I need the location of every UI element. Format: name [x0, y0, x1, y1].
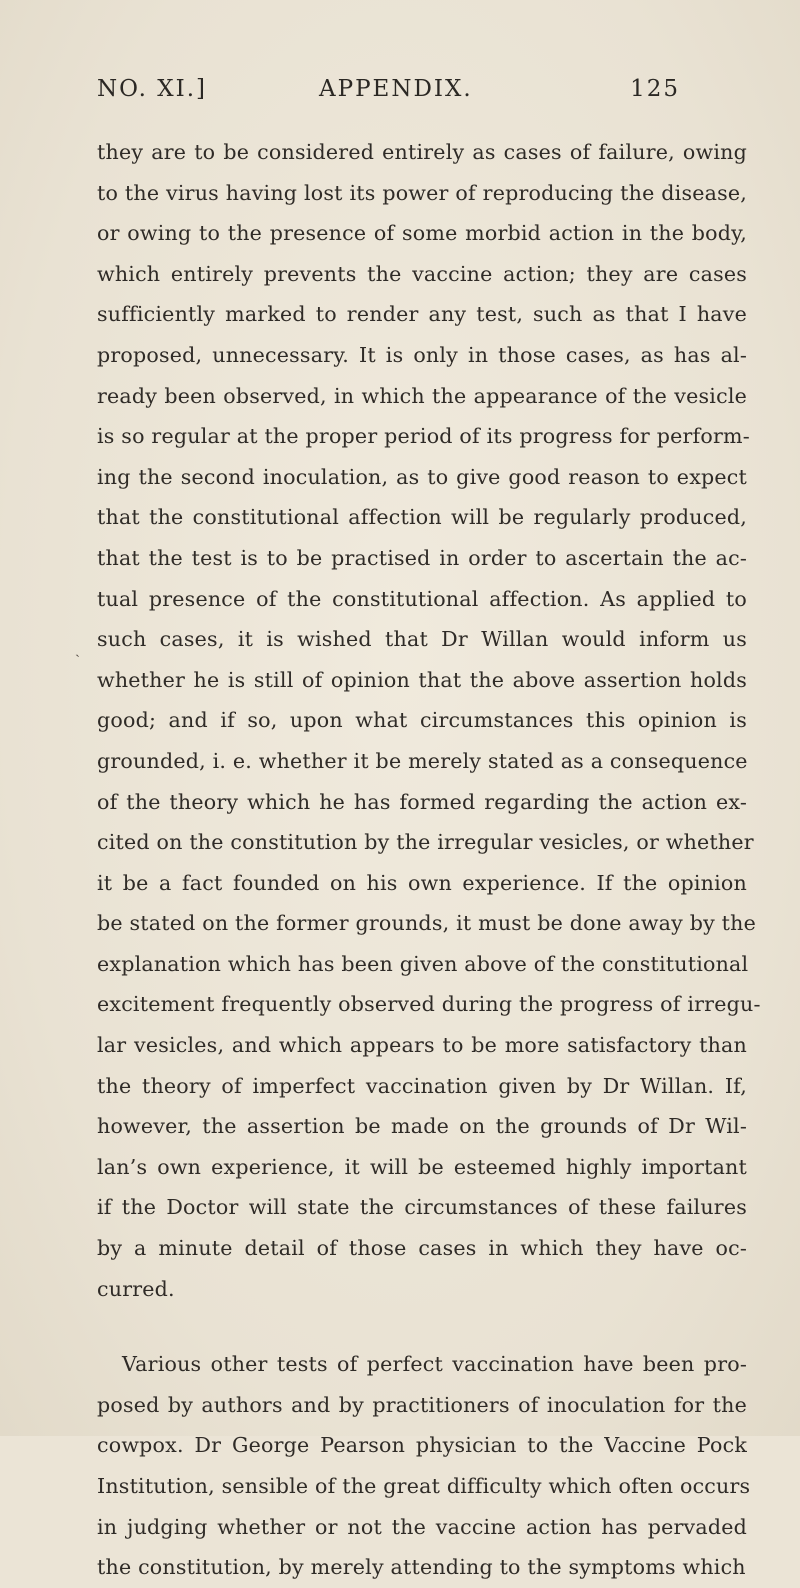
paragraph	[97, 1344, 751, 1588]
text-line: whether he is still of opinion that the above assertion holds	[97, 667, 747, 692]
text-line: Institution, sensible of the great difficulty which often occurs	[97, 1474, 751, 1498]
text-line: of the theory which he has formed regarding the action ex-	[97, 789, 747, 814]
text-line: cited on the constitution by the irregular vesicles, or whether	[97, 830, 754, 855]
text-line: excitement frequently observed during the progress of irregu-	[97, 992, 761, 1017]
text-line: ready been observed, in which the appearance of the vesicle	[97, 383, 747, 408]
text-line: ing the second inoculation, as to give good reason to expect	[97, 464, 747, 489]
text-line: good; and if so, upon what circumstances this opinion is	[97, 708, 747, 733]
text-line: curred.	[97, 1276, 175, 1301]
text-line: posed by authors and by practitioners of inoculation for the	[97, 1392, 747, 1417]
text-line: that the constitutional affection will be regularly produced,	[97, 505, 747, 530]
text-line: sufficiently marked to render any test, such as that I have	[97, 302, 747, 327]
running-header	[97, 76, 680, 112]
text-line: tual presence of the constitutional affection. As applied to	[97, 586, 747, 611]
page-number: 125	[630, 76, 680, 102]
text-line: they are to be considered entirely as cases of failure, owing	[97, 140, 747, 164]
text-line: such cases, it is wished that Dr Willan would inform us	[97, 627, 747, 652]
text-line: cowpox. Dr George Pearson physician to the Vaccine Pock	[97, 1433, 747, 1458]
text-line: it be a fact founded on his own experience. If the opinion	[97, 870, 747, 895]
margin-mark: ˎ	[75, 640, 80, 658]
text-line: by a minute detail of those cases in which they have oc-	[97, 1236, 747, 1261]
text-line: grounded, i. e. whether it be merely stated as a consequence	[97, 748, 748, 773]
text-line: which entirely prevents the vaccine action; they are cases	[97, 261, 747, 286]
text-line: lar vesicles, and which appears to be more satisfactory than	[97, 1033, 747, 1058]
text-line: if the Doctor will state the circumstances of these failures	[97, 1195, 747, 1220]
text-line: the theory of imperfect vaccination given by Dr Willan. If,	[97, 1073, 747, 1098]
text-line: lan’s own experience, it will be esteemed highly important	[97, 1154, 747, 1179]
text-line: be stated on the former grounds, it must be done away by the	[97, 911, 757, 936]
text-line: Various other tests of perfect vaccination have been pro-	[122, 1352, 747, 1377]
text-line: in judging whether or not the vaccine action has pervaded	[97, 1514, 747, 1539]
text-line: to the virus having lost its power of reproducing the disease,	[97, 180, 747, 205]
body-text	[97, 132, 761, 1588]
text-line: explanation which has been given above of the constitutional	[97, 951, 749, 976]
text-line: the constitution, by merely attending to the symptoms which	[97, 1555, 746, 1580]
header-section-number: NO. XI.]	[97, 76, 207, 102]
text-line: however, the assertion be made on the grounds of Dr Wil-	[97, 1114, 747, 1139]
text-line: proposed, unnecessary. It is only in those cases, as has al-	[97, 342, 747, 367]
text-line: is so regular at the proper period of its progress for perform-	[97, 424, 750, 449]
header-title: APPENDIX.	[319, 76, 473, 102]
paragraph	[97, 132, 761, 1309]
text-line: that the test is to be practised in order to ascertain the ac-	[97, 545, 747, 570]
text-line: or owing to the presence of some morbid action in the body,	[97, 221, 747, 246]
paragraph-gap	[97, 1309, 747, 1344]
